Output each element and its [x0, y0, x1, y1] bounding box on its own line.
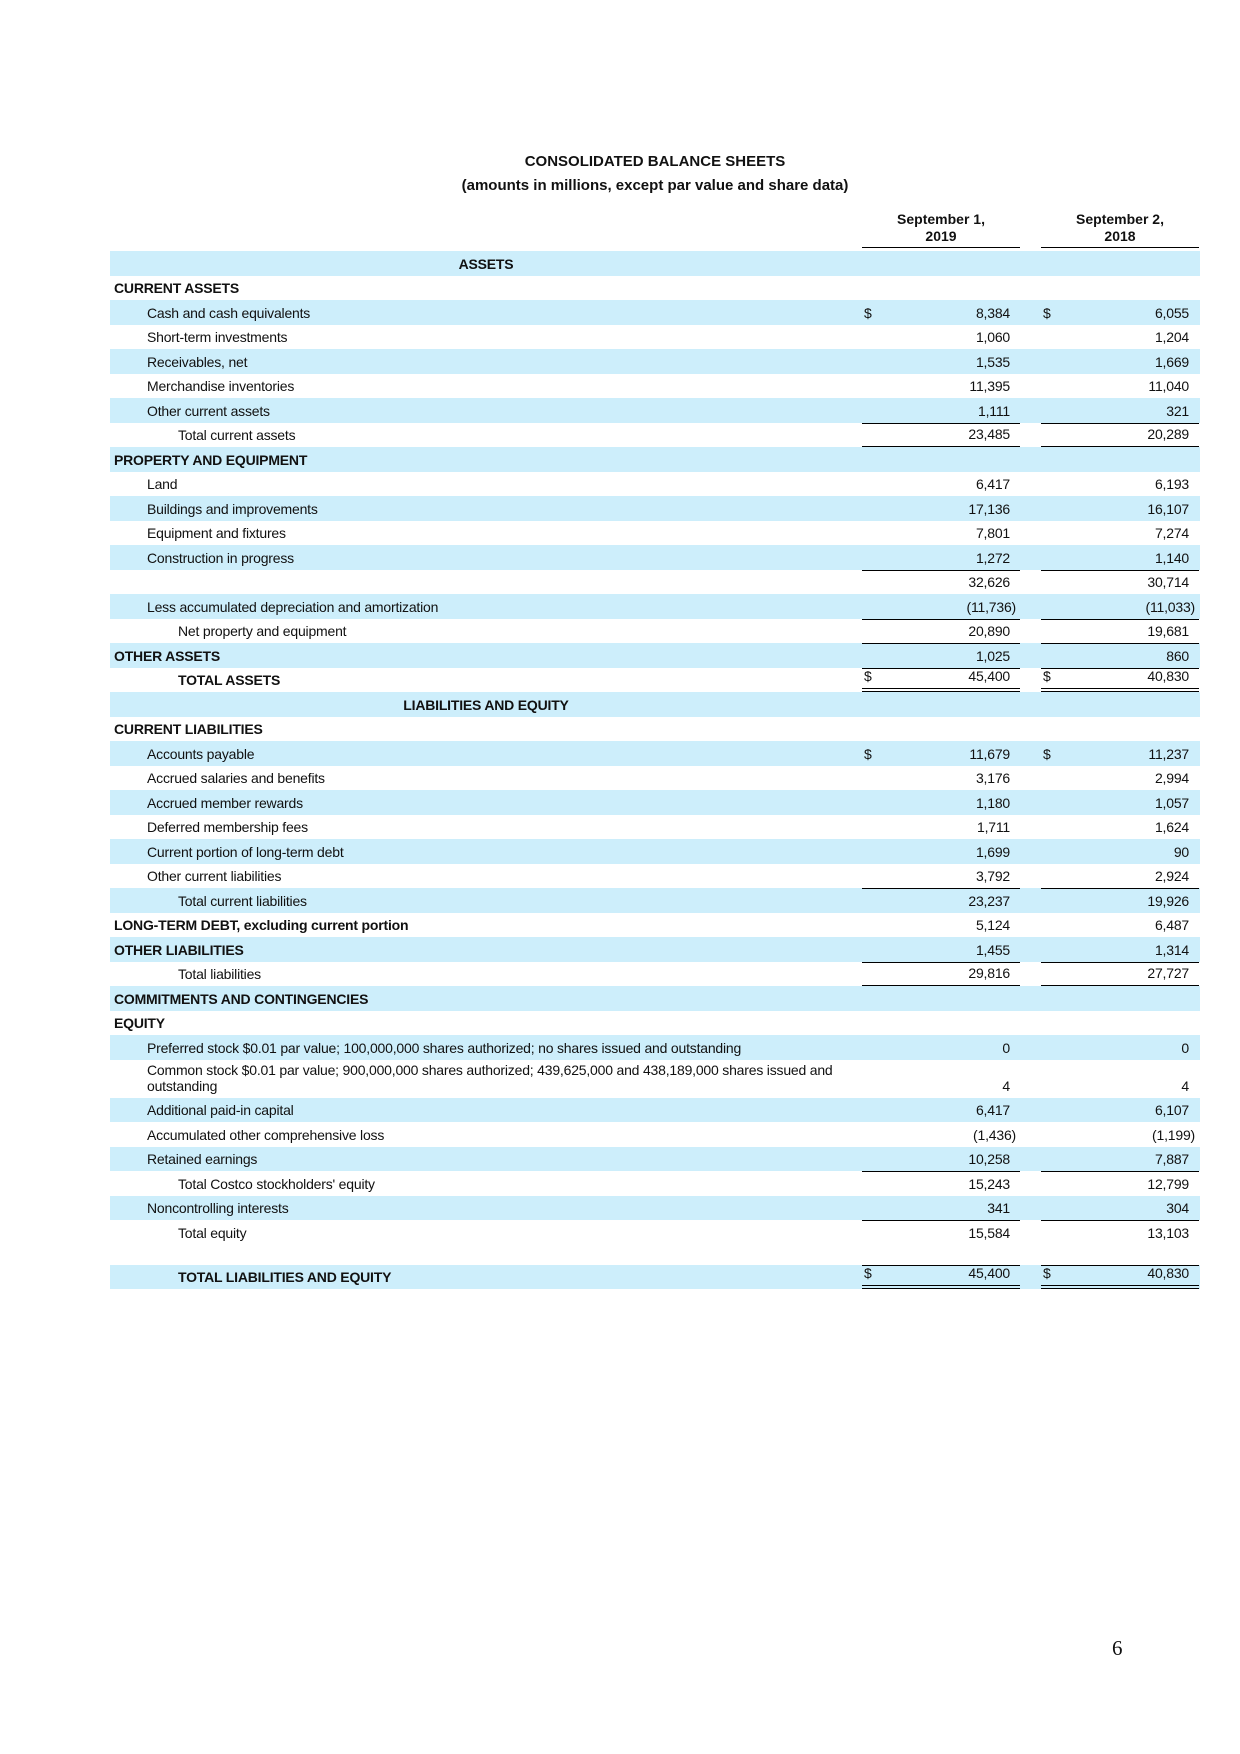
value-cell-2018 [1041, 545, 1199, 570]
value: 17,136 [968, 500, 1010, 517]
row-label: LONG-TERM DEBT, excluding current portion [114, 917, 409, 933]
table-row [110, 594, 1200, 619]
statement-subtitle: (amounts in millions, except par value and share data) [461, 177, 849, 194]
value-cell-2018 [1041, 300, 1199, 325]
value-cell-2019 [862, 447, 1020, 472]
value-cell-2019 [862, 496, 1020, 521]
value: 90 [1173, 843, 1189, 860]
value-cell-2019 [862, 668, 1020, 693]
table-row [110, 790, 1200, 815]
value-cell-2019 [862, 766, 1020, 791]
value-cell-2019 [862, 962, 1020, 987]
table-row [110, 325, 1200, 350]
value-cell-2019 [862, 864, 1020, 889]
value-cell-2019 [862, 472, 1020, 497]
value: 7,274 [1154, 525, 1189, 541]
value: 1,140 [1154, 549, 1189, 566]
value-cell-2019 [862, 251, 1020, 276]
value-cell-2018 [1041, 251, 1199, 276]
value-cell-2019 [862, 594, 1020, 619]
value-cell-2019 [862, 619, 1020, 644]
value-cell-2018 [1041, 349, 1199, 374]
value: 6,417 [975, 476, 1010, 492]
row-label: Buildings and improvements [147, 500, 318, 517]
value-cell-2018 [1041, 619, 1199, 644]
value: 1,711 [977, 819, 1010, 835]
value: 1,272 [975, 549, 1010, 566]
row-label: Accrued salaries and benefits [147, 770, 325, 786]
value-cell-2018 [1041, 741, 1199, 766]
currency-symbol: $ [1043, 1265, 1051, 1281]
row-label: Preferred stock $0.01 par value; 100,000,000 shares authorized; no shares issued and outstanding [147, 1039, 742, 1056]
row-label: Merchandise inventories [147, 378, 295, 394]
value: 6,193 [1154, 476, 1189, 492]
value-cell-2019 [862, 692, 1020, 717]
row-label: Land [147, 476, 178, 492]
table-row [110, 643, 1200, 668]
row-label: Total current liabilities [178, 892, 307, 909]
value: 6,055 [1154, 304, 1189, 321]
value: 321 [1166, 402, 1189, 419]
value: 6,487 [1154, 917, 1189, 933]
currency-symbol: $ [864, 668, 872, 684]
value-cell-2018 [1041, 1196, 1199, 1221]
row-label: Total Costco stockholders' equity [178, 1175, 375, 1192]
value-cell-2018 [1041, 717, 1199, 742]
row-label: Other current liabilities [147, 868, 282, 884]
row-label: TOTAL LIABILITIES AND EQUITY [178, 1269, 392, 1285]
value-cell-2019 [862, 1220, 1020, 1245]
value: (1,199) [1152, 1126, 1195, 1143]
value-cell-2019 [862, 423, 1020, 448]
value-cell-2019 [862, 1011, 1020, 1036]
value-cell-2018 [1041, 766, 1199, 791]
value: 30,714 [1147, 574, 1189, 590]
value: 29,816 [968, 965, 1010, 981]
value-cell-2018 [1041, 594, 1199, 619]
row-label: Retained earnings [147, 1151, 258, 1167]
value: 45,400 [968, 1265, 1010, 1281]
value-cell-2019 [862, 300, 1020, 325]
column-header-year: 2018 [1104, 228, 1136, 244]
value: 1,624 [1154, 819, 1189, 835]
table-row [110, 619, 1200, 644]
row-label: Short-term investments [147, 329, 288, 345]
currency-symbol: $ [864, 1265, 872, 1281]
value-cell-2019 [862, 913, 1020, 938]
value: (1,436) [973, 1126, 1016, 1143]
row-label: Equipment and fixtures [147, 525, 286, 541]
table-row [110, 1098, 1200, 1123]
value: 1,060 [975, 329, 1010, 345]
value: 1,699 [975, 843, 1010, 860]
row-label: Total current assets [178, 427, 296, 443]
value-cell-2018 [1041, 643, 1199, 668]
value: 1,111 [978, 402, 1010, 419]
row-label: Total equity [178, 1224, 247, 1241]
table-row [110, 398, 1200, 423]
table-row [110, 300, 1200, 325]
value-cell-2019 [862, 741, 1020, 766]
table-row [110, 741, 1200, 766]
value-cell-2019 [862, 888, 1020, 913]
value: 0 [1181, 1039, 1189, 1056]
table-row [110, 986, 1200, 1011]
row-label: Accrued member rewards [147, 794, 303, 811]
value-cell-2018 [1041, 692, 1199, 717]
row-label: Accumulated other comprehensive loss [147, 1126, 385, 1143]
column-header-year: 2019 [925, 228, 957, 244]
page-number: 6 [1112, 1636, 1123, 1660]
row-label: Cash and cash equivalents [147, 304, 311, 321]
row-label: OTHER ASSETS [114, 647, 220, 664]
table-row [110, 668, 1200, 693]
table-row [110, 1171, 1200, 1196]
value-cell-2018 [1041, 668, 1199, 693]
table-row [110, 1035, 1200, 1060]
table-row [110, 717, 1200, 742]
value-cell-2018 [1041, 423, 1199, 448]
value: 1,180 [975, 794, 1010, 811]
value-cell-2019 [862, 521, 1020, 546]
value-cell-2019 [862, 815, 1020, 840]
table-row [110, 447, 1200, 472]
balance-sheet-table [110, 251, 1200, 1289]
value-cell-2018 [1041, 888, 1199, 913]
value: 3,176 [975, 770, 1010, 786]
currency-symbol: $ [864, 304, 872, 321]
value-cell-2019 [862, 1265, 1020, 1290]
value-cell-2018 [1041, 815, 1199, 840]
value-cell-2019 [862, 937, 1020, 962]
row-label: Less accumulated depreciation and amortization [147, 598, 439, 615]
table-row [110, 276, 1200, 301]
value: 4 [1002, 1077, 1010, 1094]
value: 341 [987, 1200, 1010, 1216]
row-label: Accounts payable [147, 745, 255, 762]
row-label: Noncontrolling interests [147, 1200, 289, 1216]
value-cell-2019 [862, 1035, 1020, 1060]
value-cell-2018 [1041, 1265, 1199, 1290]
value: 7,801 [975, 525, 1010, 541]
table-row [110, 1196, 1200, 1221]
value-cell-2019 [862, 1098, 1020, 1123]
row-label: COMMITMENTS AND CONTINGENCIES [114, 990, 369, 1007]
row-label: TOTAL ASSETS [178, 672, 281, 688]
column-header-date: September 1, [897, 211, 985, 227]
row-label: Other current assets [147, 402, 270, 419]
table-row [110, 1220, 1200, 1245]
table-row [110, 913, 1200, 938]
value: 27,727 [1147, 965, 1189, 981]
value: 1,669 [1154, 353, 1189, 370]
value-cell-2019 [862, 717, 1020, 742]
currency-symbol: $ [1043, 745, 1051, 762]
value: 1,535 [975, 353, 1010, 370]
value-cell-2018 [1041, 986, 1199, 1011]
value-cell-2018 [1041, 962, 1199, 987]
value: 5,124 [975, 917, 1010, 933]
value-cell-2018 [1041, 1098, 1199, 1123]
value: 15,584 [968, 1224, 1010, 1241]
value-cell-2019 [862, 570, 1020, 595]
value: 16,107 [1147, 500, 1189, 517]
value-cell-2018 [1041, 521, 1199, 546]
table-row [110, 962, 1200, 987]
row-label: PROPERTY AND EQUIPMENT [114, 451, 308, 468]
value: 8,384 [975, 304, 1010, 321]
value-cell-2019 [862, 790, 1020, 815]
value-cell-2018 [1041, 839, 1199, 864]
value-cell-2019 [862, 325, 1020, 350]
value: 1,314 [1154, 941, 1189, 958]
value: 2,994 [1154, 770, 1189, 786]
row-label: CURRENT ASSETS [114, 280, 240, 296]
table-row [110, 374, 1200, 399]
value: 40,830 [1147, 668, 1189, 684]
value: 6,107 [1154, 1102, 1189, 1118]
value-cell-2018 [1041, 864, 1199, 889]
value: 2,924 [1154, 868, 1189, 884]
value-cell-2018 [1041, 790, 1199, 815]
row-label: Common stock $0.01 par value; 900,000,000 shares authorized; 439,625,000 and 438,189,000 shares issued and outstanding [147, 1061, 833, 1094]
value: 45,400 [968, 668, 1010, 684]
table-row [110, 521, 1200, 546]
table-row [110, 1265, 1200, 1290]
value: 12,799 [1147, 1175, 1189, 1192]
column-header-date: September 2, [1076, 211, 1164, 227]
row-label: Deferred membership fees [147, 819, 308, 835]
value: (11,736) [966, 598, 1016, 615]
value: 6,417 [975, 1102, 1010, 1118]
value-cell-2019 [862, 643, 1020, 668]
table-row [110, 937, 1200, 962]
value-cell-2018 [1041, 1147, 1199, 1172]
table-row [110, 472, 1200, 497]
value-cell-2018 [1041, 1060, 1199, 1098]
value-cell-2019 [862, 398, 1020, 423]
value-cell-2019 [862, 276, 1020, 301]
table-row [110, 766, 1200, 791]
table-row [110, 349, 1200, 374]
spacer-row [110, 1245, 1200, 1265]
value: 11,040 [1148, 378, 1189, 394]
value-cell-2018 [1041, 496, 1199, 521]
value-cell-2018 [1041, 1035, 1199, 1060]
value-cell-2018 [1041, 447, 1199, 472]
value-cell-2019 [862, 374, 1020, 399]
value-cell-2018 [1041, 1220, 1199, 1245]
value: 19,681 [1147, 623, 1189, 639]
row-label: Net property and equipment [178, 623, 347, 639]
table-row [110, 1011, 1200, 1036]
value-cell-2019 [862, 349, 1020, 374]
value-cell-2019 [862, 1060, 1020, 1098]
value: 304 [1166, 1200, 1189, 1216]
row-label: Current portion of long-term debt [147, 843, 344, 860]
value-cell-2019 [862, 1147, 1020, 1172]
value-cell-2018 [1041, 472, 1199, 497]
currency-symbol: $ [1043, 304, 1051, 321]
value: 11,237 [1148, 745, 1189, 762]
table-row [110, 1060, 1200, 1098]
row-label: Additional paid-in capital [147, 1102, 294, 1118]
row-label: EQUITY [114, 1015, 165, 1031]
statement-title: CONSOLIDATED BALANCE SHEETS [524, 153, 786, 170]
value: 19,926 [1147, 892, 1189, 909]
value: 7,887 [1154, 1151, 1189, 1167]
value-cell-2019 [862, 545, 1020, 570]
value: 23,237 [968, 892, 1010, 909]
value: 20,890 [968, 623, 1010, 639]
column-header-2018 [1041, 211, 1199, 248]
table-row [110, 570, 1200, 595]
value-cell-2018 [1041, 398, 1199, 423]
value: 860 [1166, 647, 1189, 664]
table-row [110, 888, 1200, 913]
value: 1,025 [975, 647, 1010, 664]
value: 40,830 [1147, 1265, 1189, 1281]
table-row [110, 545, 1200, 570]
value: 0 [1002, 1039, 1010, 1056]
value-cell-2018 [1041, 913, 1199, 938]
value-cell-2018 [1041, 1171, 1199, 1196]
table-row [110, 839, 1200, 864]
value: 15,243 [968, 1175, 1010, 1192]
value-cell-2018 [1041, 937, 1199, 962]
value: 3,792 [975, 868, 1010, 884]
value-cell-2019 [862, 1122, 1020, 1147]
value-cell-2018 [1041, 570, 1199, 595]
value: 1,057 [1154, 794, 1189, 811]
value: 10,258 [968, 1151, 1010, 1167]
value-cell-2018 [1041, 1122, 1199, 1147]
table-row [110, 251, 1200, 276]
value: 4 [1181, 1077, 1189, 1094]
value: 11,395 [969, 378, 1010, 394]
value-cell-2018 [1041, 374, 1199, 399]
value-cell-2019 [862, 1196, 1020, 1221]
value: (11,033) [1145, 598, 1195, 615]
value: 23,485 [968, 426, 1010, 442]
row-label: LIABILITIES AND EQUITY [403, 696, 569, 713]
table-row [110, 1147, 1200, 1172]
row-label: Total liabilities [178, 966, 261, 982]
column-header-2019 [862, 211, 1020, 248]
value: 11,679 [969, 745, 1010, 762]
value-cell-2019 [862, 986, 1020, 1011]
value: 20,289 [1147, 426, 1189, 442]
value-cell-2019 [862, 1171, 1020, 1196]
value: 1,204 [1154, 329, 1189, 345]
table-row [110, 496, 1200, 521]
value: 1,455 [975, 941, 1010, 958]
value-cell-2019 [862, 839, 1020, 864]
value-cell-2018 [1041, 276, 1199, 301]
row-label: CURRENT LIABILITIES [114, 721, 263, 737]
table-row [110, 692, 1200, 717]
row-label: Receivables, net [147, 353, 248, 370]
row-label: Construction in progress [147, 549, 294, 566]
currency-symbol: $ [1043, 668, 1051, 684]
value-cell-2018 [1041, 325, 1199, 350]
table-row [110, 423, 1200, 448]
row-label: ASSETS [458, 255, 514, 272]
value: 32,626 [968, 574, 1010, 590]
value: 13,103 [1147, 1224, 1189, 1241]
value-cell-2018 [1041, 1011, 1199, 1036]
table-row [110, 864, 1200, 889]
currency-symbol: $ [864, 745, 872, 762]
table-row [110, 1122, 1200, 1147]
table-row [110, 815, 1200, 840]
row-label: OTHER LIABILITIES [114, 941, 244, 958]
